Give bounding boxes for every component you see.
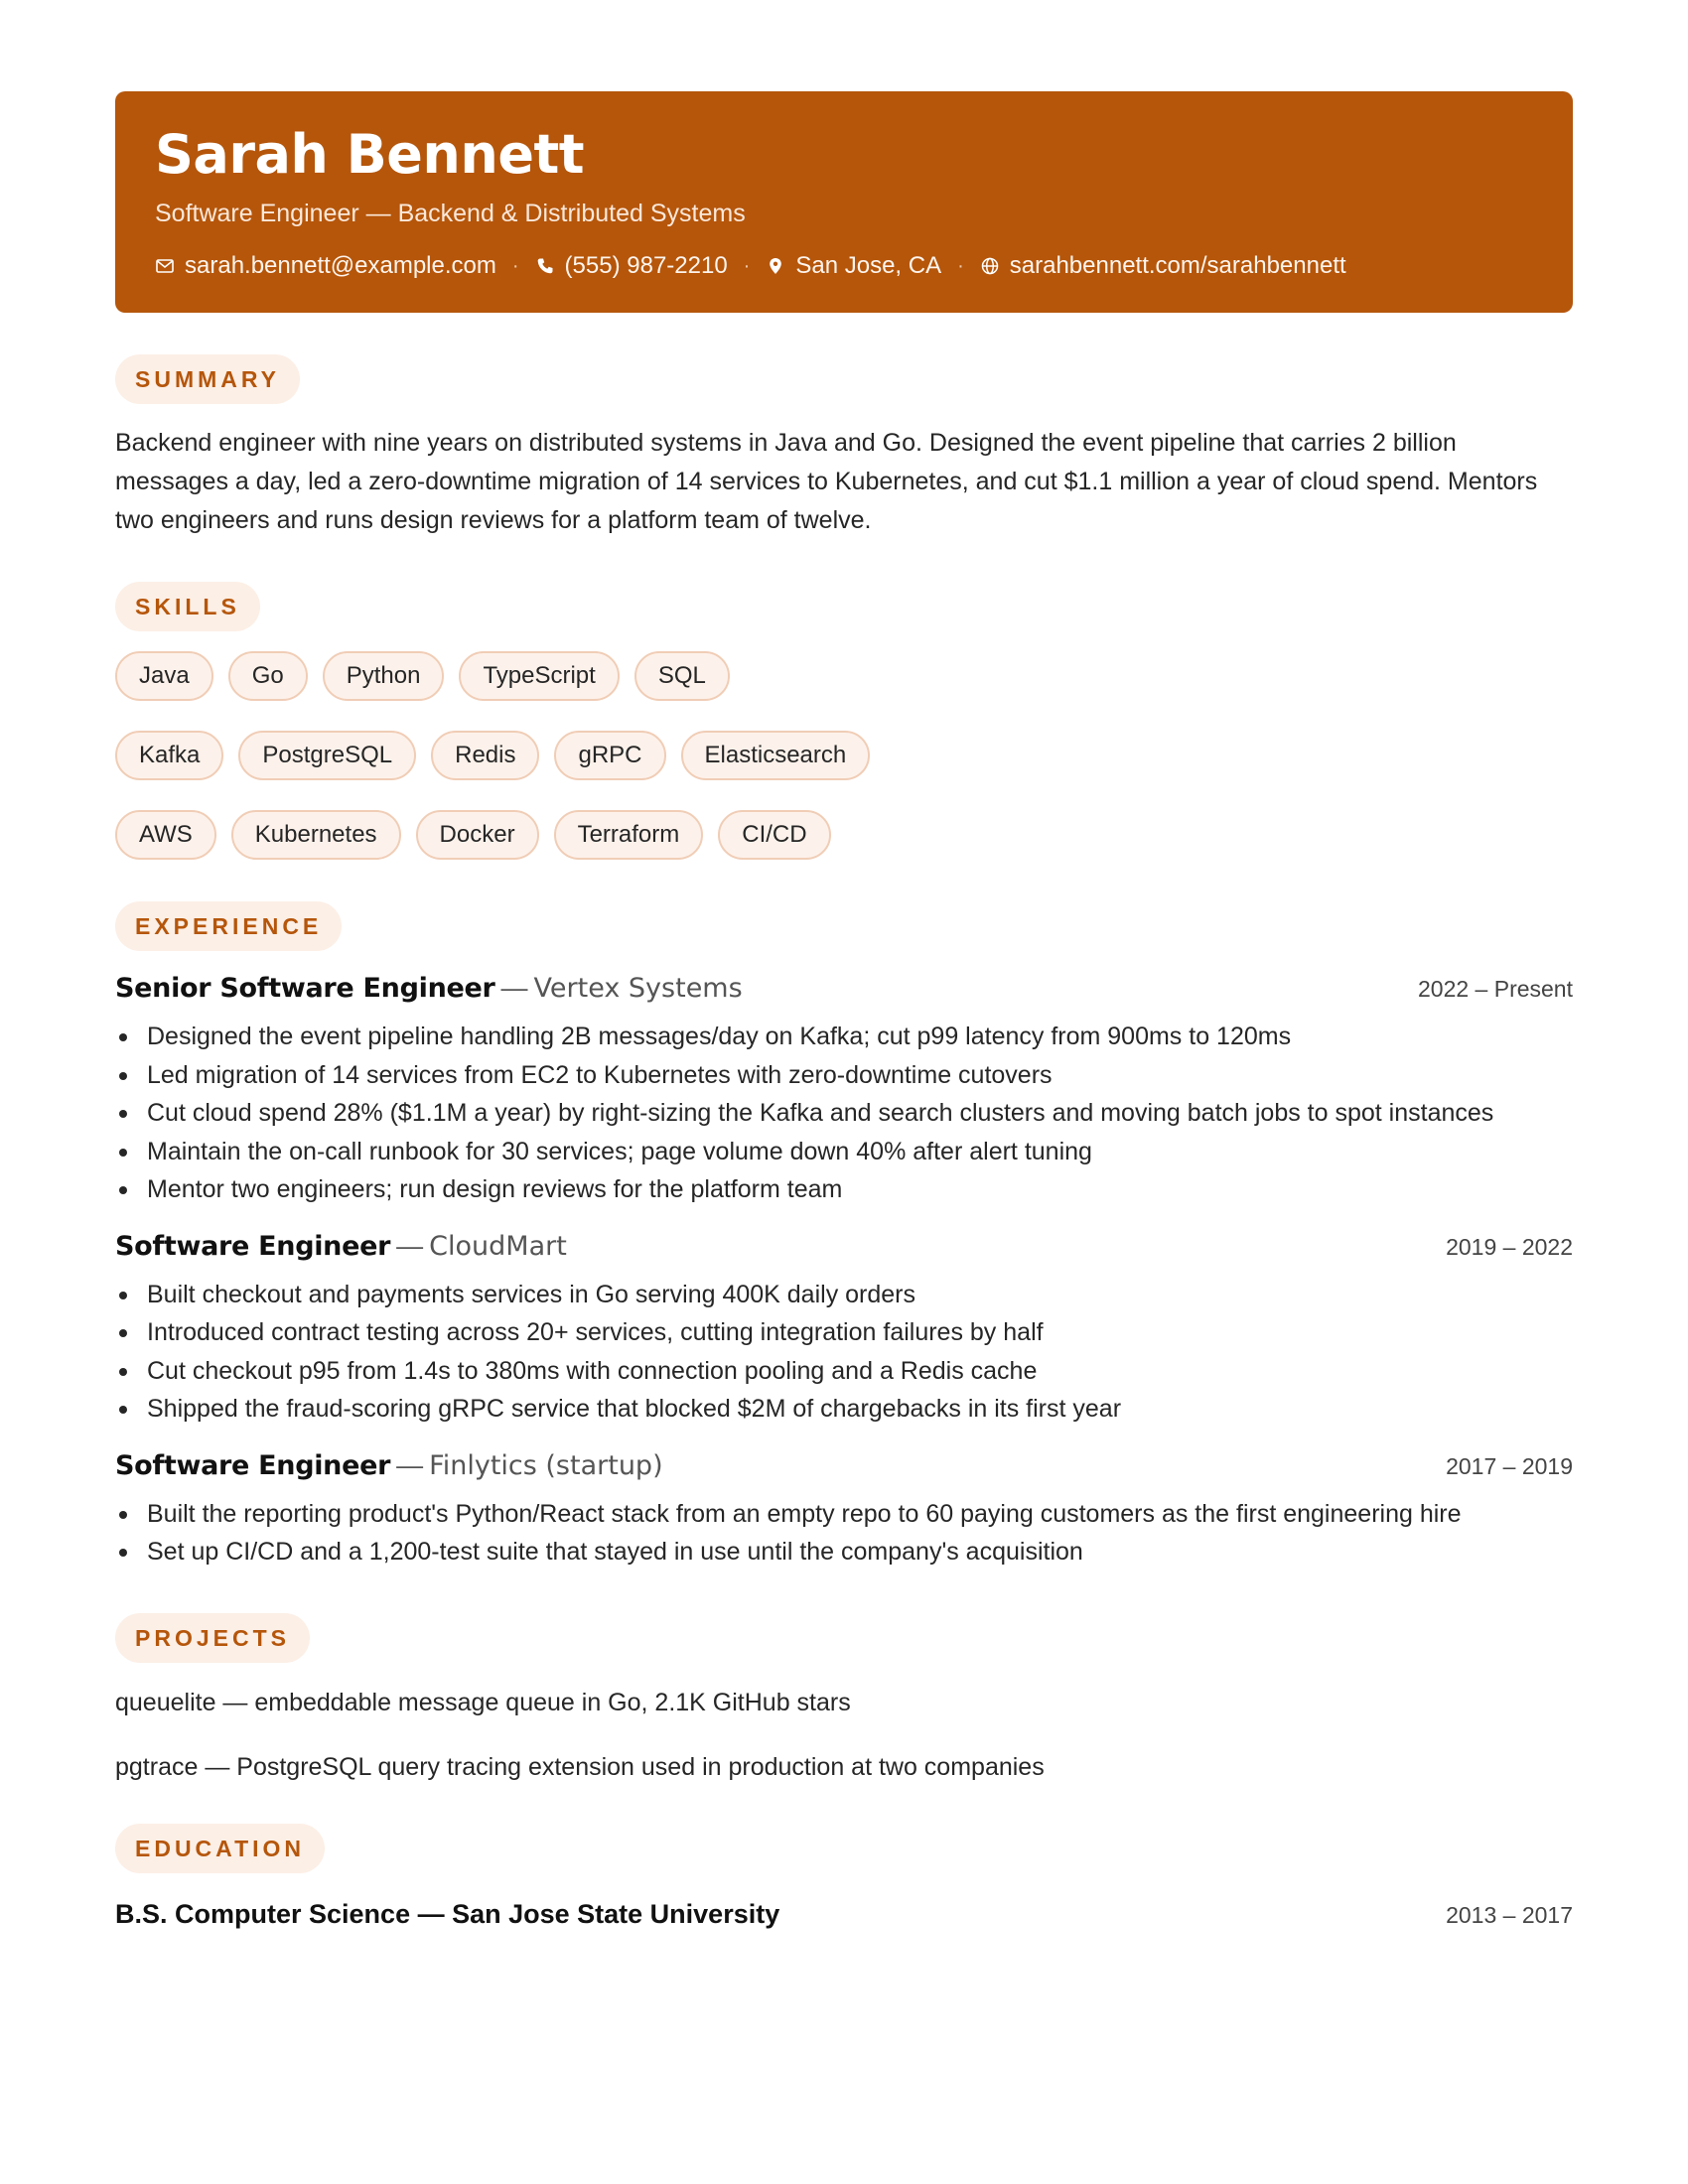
- skills-row: [115, 810, 1573, 860]
- email-text: sarah.bennett@example.com: [185, 252, 496, 280]
- education-section: [115, 1824, 1573, 1930]
- summary-section: [115, 354, 1573, 540]
- projects-section: [115, 1613, 1573, 1782]
- job-company: Finlytics (startup): [429, 1449, 663, 1481]
- skill-chip: PostgreSQL: [238, 731, 416, 780]
- job-title: Senior Software Engineer: [115, 973, 495, 1004]
- job-bullets: [115, 1276, 1573, 1429]
- job-bullets: [115, 1495, 1573, 1571]
- job-bullet: Introduced contract testing across 20+ services, cutting integration failures by half: [115, 1313, 1573, 1352]
- job-entry: [115, 1231, 1573, 1429]
- skill-chip: Kafka: [115, 731, 223, 780]
- contact-location: [766, 252, 941, 280]
- job-bullet: Led migration of 14 services from EC2 to Kubernetes with zero-downtime cutovers: [115, 1056, 1573, 1095]
- phone-icon: [535, 256, 555, 276]
- job-bullet: Shipped the fraud-scoring gRPC service that blocked $2M of chargebacks in its first year: [115, 1390, 1573, 1429]
- skill-chip: AWS: [115, 810, 216, 860]
- mail-icon: [155, 256, 175, 276]
- job-separator: —: [396, 1449, 424, 1480]
- job-bullet: Set up CI/CD and a 1,200-test suite that stayed in use until the company's acquisition: [115, 1533, 1573, 1571]
- location-text: San Jose, CA: [795, 252, 942, 280]
- job-company: CloudMart: [429, 1230, 567, 1262]
- resume-header: [115, 91, 1573, 313]
- location-pin-icon: [766, 256, 785, 276]
- skill-chip: Java: [115, 651, 213, 701]
- skill-chip: Terraform: [554, 810, 704, 860]
- contact-phone[interactable]: [535, 252, 728, 280]
- contact-email[interactable]: [155, 252, 496, 280]
- education-degree: B.S. Computer Science — San Jose State University: [115, 1898, 780, 1929]
- job-dates: 2017 – 2019: [1446, 1452, 1573, 1479]
- contact-website[interactable]: [980, 252, 1346, 280]
- job-header: [115, 1231, 1573, 1262]
- job-separator: —: [500, 973, 528, 1003]
- job-title: Software Engineer: [115, 1449, 391, 1481]
- candidate-name: Sarah Bennett: [155, 123, 585, 186]
- job-separator: —: [396, 1230, 424, 1261]
- skill-chip: Redis: [431, 731, 539, 780]
- job-bullet: Mentor two engineers; run design reviews for the platform team: [115, 1170, 1573, 1209]
- skills-heading: SKILLS: [115, 582, 260, 631]
- skill-chip: Go: [228, 651, 308, 701]
- job-header: [115, 973, 1573, 1004]
- projects-heading: PROJECTS: [115, 1613, 310, 1663]
- skill-chip: Docker: [416, 810, 539, 860]
- summary-text: Backend engineer with nine years on distributed systems in Java and Go. Designed the event pipeline that carries 2 billion messages a day, led a zero-downtime migration of 14 services to Kubernetes, and cut $1.1 million a year of cloud spend. Mentors two engineers and runs design reviews for a platform team of twelve.: [115, 429, 1538, 534]
- experience-section: [115, 901, 1573, 1571]
- job-title: Software Engineer: [115, 1230, 391, 1262]
- job-bullet: Cut cloud spend 28% ($1.1M a year) by right-sizing the Kafka and search clusters and moving batch jobs to spot instances: [115, 1094, 1573, 1133]
- contact-separator: ·: [743, 254, 751, 277]
- project-item: queuelite — embeddable message queue in Go, 2.1K GitHub stars: [115, 1688, 851, 1716]
- phone-text: (555) 987-2210: [564, 252, 728, 280]
- skills-row: [115, 731, 1573, 780]
- website-text: sarahbennett.com/sarahbennett: [1009, 252, 1346, 280]
- job-company: Vertex Systems: [533, 973, 743, 1004]
- job-dates: 2019 – 2022: [1446, 1233, 1573, 1260]
- contact-separator: ·: [511, 254, 519, 277]
- job-bullet: Built checkout and payments services in Go serving 400K daily orders: [115, 1276, 1573, 1314]
- skills-row: [115, 651, 1573, 701]
- summary-heading: SUMMARY: [115, 354, 300, 404]
- skill-chip: Python: [323, 651, 445, 701]
- globe-icon: [980, 256, 1000, 276]
- contact-separator: ·: [957, 254, 964, 277]
- education-entry: [115, 1899, 1573, 1930]
- job-entry: [115, 1450, 1573, 1571]
- job-bullets: [115, 1018, 1573, 1209]
- skills-section: [115, 582, 1573, 860]
- skill-chip: TypeScript: [459, 651, 619, 701]
- job-bullet: Cut checkout p95 from 1.4s to 380ms with connection pooling and a Redis cache: [115, 1352, 1573, 1391]
- candidate-headline: Software Engineer — Backend & Distributed Systems: [155, 200, 746, 228]
- job-entry: [115, 973, 1573, 1209]
- job-bullet: Designed the event pipeline handling 2B messages/day on Kafka; cut p99 latency from 900ms to 120ms: [115, 1018, 1573, 1056]
- experience-heading: EXPERIENCE: [115, 901, 342, 951]
- job-bullet: Maintain the on-call runbook for 30 services; page volume down 40% after alert tuning: [115, 1133, 1573, 1171]
- education-dates: 2013 – 2017: [1446, 1901, 1573, 1928]
- skill-chip: CI/CD: [718, 810, 830, 860]
- project-item: pgtrace — PostgreSQL query tracing extension used in production at two companies: [115, 1752, 1045, 1781]
- education-heading: EDUCATION: [115, 1824, 325, 1873]
- skill-chip: gRPC: [554, 731, 665, 780]
- job-header: [115, 1450, 1573, 1481]
- skill-chip: Kubernetes: [231, 810, 401, 860]
- job-bullet: Built the reporting product's Python/React stack from an empty repo to 60 paying customers as the first engineering hire: [115, 1495, 1573, 1534]
- job-dates: 2022 – Present: [1417, 976, 1573, 1002]
- skill-chip: Elasticsearch: [681, 731, 871, 780]
- skill-chip: SQL: [634, 651, 730, 701]
- contact-bar: [155, 252, 1533, 280]
